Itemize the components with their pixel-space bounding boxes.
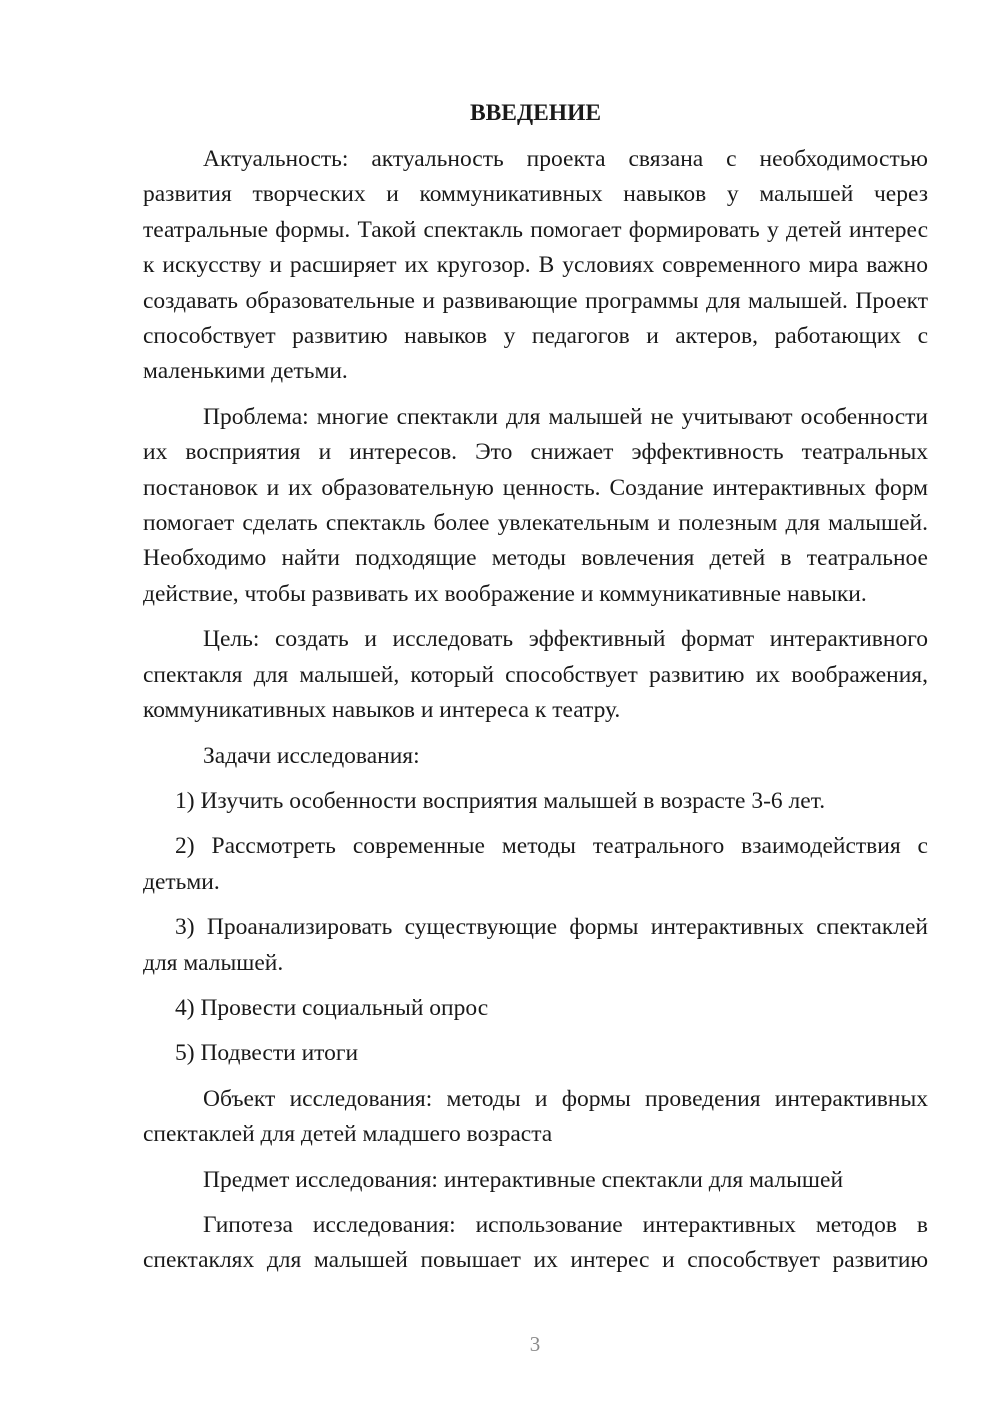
goal-paragraph: Цель: создать и исследовать эффективный формат интерактивного спектакля для малышей, который способствует развитию их воображения, коммуникативных навыков и интереса к театру. (143, 626, 928, 724)
page-number: 3 (529, 1332, 541, 1356)
task-item-4: 4) Провести социальный опрос (175, 994, 489, 1021)
task-item-2: 2) Рассмотреть современные методы театрального взаимодействия с детьми. (143, 833, 928, 895)
page-content (143, 96, 928, 1289)
relevance-paragraph: Актуальность: актуальность проекта связана с необходимостью развития творческих и коммуникативных навыков у малышей через театральные формы. Такой спектакль помогает формировать у детей интерес к искусству и расширяет их кругозор. В условиях современного мира важно создавать образовательные и развивающие программы для малышей. Проект способствует развитию навыков у педагогов и актеров, работающих с маленькими детьми. (143, 146, 928, 385)
task-item-3: 3) Проанализировать существующие формы интерактивных спектаклей для малышей. (143, 914, 928, 976)
task-item-5: 5) Подвести итоги (175, 1040, 359, 1067)
section-heading: ВВЕДЕНИЕ (469, 100, 602, 126)
task-item-1: 1) Изучить особенности восприятия малышей в возрасте 3-6 лет. (175, 787, 826, 814)
tasks-title: Задачи исследования: (203, 742, 420, 769)
problem-paragraph: Проблема: многие спектакли для малышей не учитывают особенности их восприятия и интересов. Это снижает эффективность театральных постановок и их образовательную ценность. Создание интерактивных форм помогает сделать спектакль более увлекательным и полезным для малышей. Необходимо найти подходящие методы вовлечения детей в театральное действие, чтобы развивать их воображение и коммуникативные навыки. (143, 403, 928, 607)
subject-paragraph: Предмет исследования: интерактивные спектакли для малышей (203, 1166, 844, 1193)
hypothesis-paragraph: Гипотеза исследования: использование интерактивных методов в спектаклях для малышей повышает их интерес и способствует развитию (143, 1211, 928, 1274)
object-paragraph: Объект исследования: методы и формы проведения интерактивных спектаклей для детей младшего возраста (143, 1085, 928, 1148)
